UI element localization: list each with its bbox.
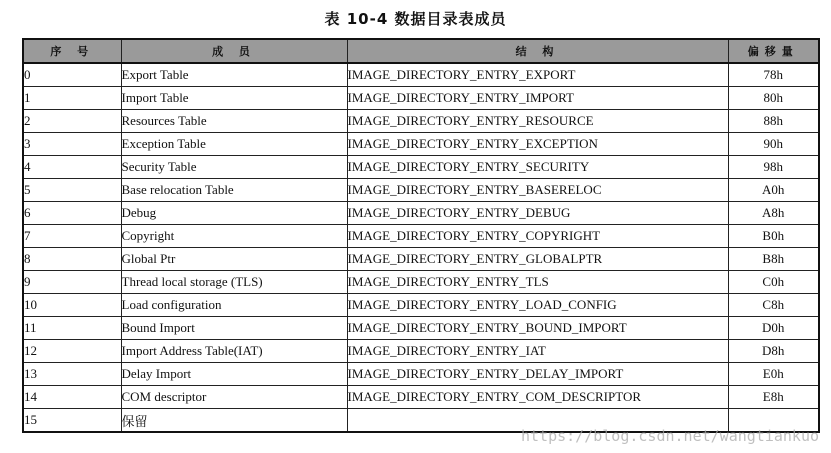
table-row bbox=[23, 87, 819, 110]
struct-name: IMAGE_DIRECTORY_ENTRY_GLOBALPTR bbox=[347, 248, 728, 271]
member-name: Import Table bbox=[121, 87, 347, 110]
offset-value: A0h bbox=[728, 179, 819, 202]
offset-value: 98h bbox=[728, 156, 819, 179]
row-number: 7 bbox=[23, 225, 121, 248]
row-number: 5 bbox=[23, 179, 121, 202]
row-number: 10 bbox=[23, 294, 121, 317]
member-name: Export Table bbox=[121, 63, 347, 87]
struct-name: IMAGE_DIRECTORY_ENTRY_EXCEPTION bbox=[347, 133, 728, 156]
table-header-row bbox=[23, 39, 819, 63]
table-row bbox=[23, 225, 819, 248]
struct-name: IMAGE_DIRECTORY_ENTRY_LOAD_CONFIG bbox=[347, 294, 728, 317]
header-struct: 结 构 bbox=[347, 39, 728, 63]
table-row bbox=[23, 340, 819, 363]
struct-name: IMAGE_DIRECTORY_ENTRY_COM_DESCRIPTOR bbox=[347, 386, 728, 409]
table-row bbox=[23, 363, 819, 386]
row-number: 8 bbox=[23, 248, 121, 271]
offset-value: B8h bbox=[728, 248, 819, 271]
header-member: 成 员 bbox=[121, 39, 347, 63]
struct-name: IMAGE_DIRECTORY_ENTRY_DELAY_IMPORT bbox=[347, 363, 728, 386]
member-name: COM descriptor bbox=[121, 386, 347, 409]
row-number: 9 bbox=[23, 271, 121, 294]
struct-name: IMAGE_DIRECTORY_ENTRY_IAT bbox=[347, 340, 728, 363]
member-name: Load configuration bbox=[121, 294, 347, 317]
row-number: 13 bbox=[23, 363, 121, 386]
table-caption: 表 10-4 数据目录表成员 bbox=[324, 10, 507, 28]
struct-name: IMAGE_DIRECTORY_ENTRY_BOUND_IMPORT bbox=[347, 317, 728, 340]
member-name: Thread local storage (TLS) bbox=[121, 271, 347, 294]
member-name: Security Table bbox=[121, 156, 347, 179]
member-name: Copyright bbox=[121, 225, 347, 248]
member-name: Resources Table bbox=[121, 110, 347, 133]
table-row bbox=[23, 110, 819, 133]
row-number: 3 bbox=[23, 133, 121, 156]
struct-name: IMAGE_DIRECTORY_ENTRY_BASERELOC bbox=[347, 179, 728, 202]
member-name: Import Address Table(IAT) bbox=[121, 340, 347, 363]
offset-value: D8h bbox=[728, 340, 819, 363]
offset-value: 80h bbox=[728, 87, 819, 110]
table-row bbox=[23, 63, 819, 87]
offset-value: 88h bbox=[728, 110, 819, 133]
row-number: 4 bbox=[23, 156, 121, 179]
member-name: Bound Import bbox=[121, 317, 347, 340]
member-name: 保留 bbox=[121, 409, 347, 433]
table-row bbox=[23, 294, 819, 317]
member-name: Global Ptr bbox=[121, 248, 347, 271]
offset-value: E0h bbox=[728, 363, 819, 386]
header-offset: 偏移量 bbox=[728, 39, 819, 63]
struct-name: IMAGE_DIRECTORY_ENTRY_EXPORT bbox=[347, 63, 728, 87]
row-number: 0 bbox=[23, 63, 121, 87]
member-name: Exception Table bbox=[121, 133, 347, 156]
row-number: 15 bbox=[23, 409, 121, 433]
offset-value: 90h bbox=[728, 133, 819, 156]
row-number: 11 bbox=[23, 317, 121, 340]
table-row bbox=[23, 248, 819, 271]
row-number: 14 bbox=[23, 386, 121, 409]
member-name: Base relocation Table bbox=[121, 179, 347, 202]
data-directory-table bbox=[22, 38, 820, 433]
table-row bbox=[23, 271, 819, 294]
offset-value: E8h bbox=[728, 386, 819, 409]
struct-name: IMAGE_DIRECTORY_ENTRY_TLS bbox=[347, 271, 728, 294]
table-row bbox=[23, 202, 819, 225]
table-row bbox=[23, 317, 819, 340]
row-number: 6 bbox=[23, 202, 121, 225]
row-number: 2 bbox=[23, 110, 121, 133]
watermark-text: https://blog.csdn.net/wangtiankuo bbox=[520, 427, 819, 445]
table-row bbox=[23, 156, 819, 179]
offset-value: C0h bbox=[728, 271, 819, 294]
row-number: 1 bbox=[23, 87, 121, 110]
struct-name: IMAGE_DIRECTORY_ENTRY_COPYRIGHT bbox=[347, 225, 728, 248]
table-row bbox=[23, 133, 819, 156]
member-name: Delay Import bbox=[121, 363, 347, 386]
table-row bbox=[23, 386, 819, 409]
offset-value: B0h bbox=[728, 225, 819, 248]
offset-value: D0h bbox=[728, 317, 819, 340]
table-row bbox=[23, 179, 819, 202]
offset-value: C8h bbox=[728, 294, 819, 317]
struct-name: IMAGE_DIRECTORY_ENTRY_SECURITY bbox=[347, 156, 728, 179]
header-no: 序 号 bbox=[23, 39, 121, 63]
struct-name: IMAGE_DIRECTORY_ENTRY_IMPORT bbox=[347, 87, 728, 110]
member-name: Debug bbox=[121, 202, 347, 225]
offset-value: 78h bbox=[728, 63, 819, 87]
offset-value: A8h bbox=[728, 202, 819, 225]
struct-name: IMAGE_DIRECTORY_ENTRY_RESOURCE bbox=[347, 110, 728, 133]
struct-name: IMAGE_DIRECTORY_ENTRY_DEBUG bbox=[347, 202, 728, 225]
row-number: 12 bbox=[23, 340, 121, 363]
